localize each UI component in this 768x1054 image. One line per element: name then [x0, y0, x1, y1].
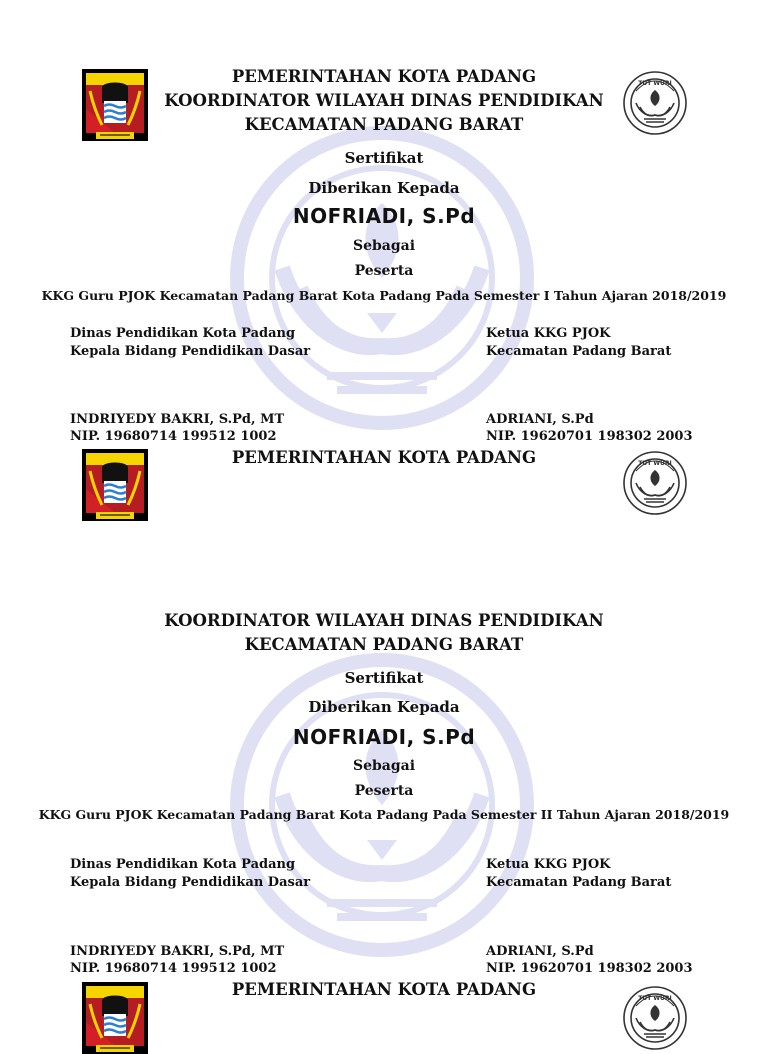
signer-left-position: Kepala Bidang Pendidikan Dasar: [70, 344, 311, 359]
certificate-title: Sertifikat: [344, 669, 424, 687]
signer-right-name: ADRIANI, S.Pd: [486, 944, 594, 959]
signer-right-name: ADRIANI, S.Pd: [486, 412, 594, 427]
header-line-3: KECAMATAN PADANG BARAT: [244, 635, 524, 654]
signer-right-nip: NIP. 19620701 198302 2003: [486, 961, 693, 976]
header-line-1: PEMERINTAHAN KOTA PADANG: [231, 448, 537, 467]
signer-left-position: Kepala Bidang Pendidikan Dasar: [70, 875, 311, 890]
signer-left-org: Dinas Pendidikan Kota Padang: [70, 326, 296, 341]
as-label: Sebagai: [352, 238, 416, 254]
signer-left-name: INDRIYEDY BAKRI, S.Pd, MT: [70, 412, 285, 427]
signer-right-org: Ketua KKG PJOK: [486, 857, 611, 872]
header-line-1-next: PEMERINTAHAN KOTA PADANG: [231, 980, 537, 999]
header-line-1: PEMERINTAHAN KOTA PADANG: [231, 67, 537, 86]
given-to-label: Diberikan Kepada: [308, 179, 460, 197]
signer-left-org: Dinas Pendidikan Kota Padang: [70, 857, 296, 872]
signer-right-position: Kecamatan Padang Barat: [486, 344, 672, 359]
event-description: KKG Guru PJOK Kecamatan Padang Barat Kota Padang Pada Semester I Tahun Ajaran 2018/2019: [41, 288, 727, 303]
recipient-name: NOFRIADI, S.Pd: [292, 204, 476, 228]
signer-right-position: Kecamatan Padang Barat: [486, 875, 672, 890]
as-label: Sebagai: [352, 758, 416, 774]
signer-left-name: INDRIYEDY BAKRI, S.Pd, MT: [70, 944, 285, 959]
certificate-title: Sertifikat: [344, 149, 424, 167]
signer-right-nip: NIP. 19620701 198302 2003: [486, 429, 693, 444]
certificate-1: [0, 0, 768, 445]
padang-city-emblem-icon: [82, 982, 148, 1054]
recipient-name: NOFRIADI, S.Pd: [292, 725, 476, 749]
given-to-label: Diberikan Kepada: [308, 698, 460, 716]
role-label: Peserta: [354, 783, 414, 799]
header-line-2: KOORDINATOR WILAYAH DINAS PENDIDIKAN: [164, 611, 604, 630]
signer-right-org: Ketua KKG PJOK: [486, 326, 611, 341]
signer-left-nip: NIP. 19680714 199512 1002: [70, 961, 277, 976]
tut-wuri-handayani-icon: [622, 984, 688, 1052]
signer-left-nip: NIP. 19680714 199512 1002: [70, 429, 277, 444]
header-line-3: KECAMATAN PADANG BARAT: [244, 115, 524, 134]
certificate-2: [0, 445, 768, 1024]
header-line-2: KOORDINATOR WILAYAH DINAS PENDIDIKAN: [164, 91, 604, 110]
event-description: KKG Guru PJOK Kecamatan Padang Barat Kota Padang Pada Semester II Tahun Ajaran 2018/2019: [38, 807, 730, 822]
tut-wuri-handayani-watermark-icon: [222, 645, 542, 965]
role-label: Peserta: [354, 263, 414, 279]
